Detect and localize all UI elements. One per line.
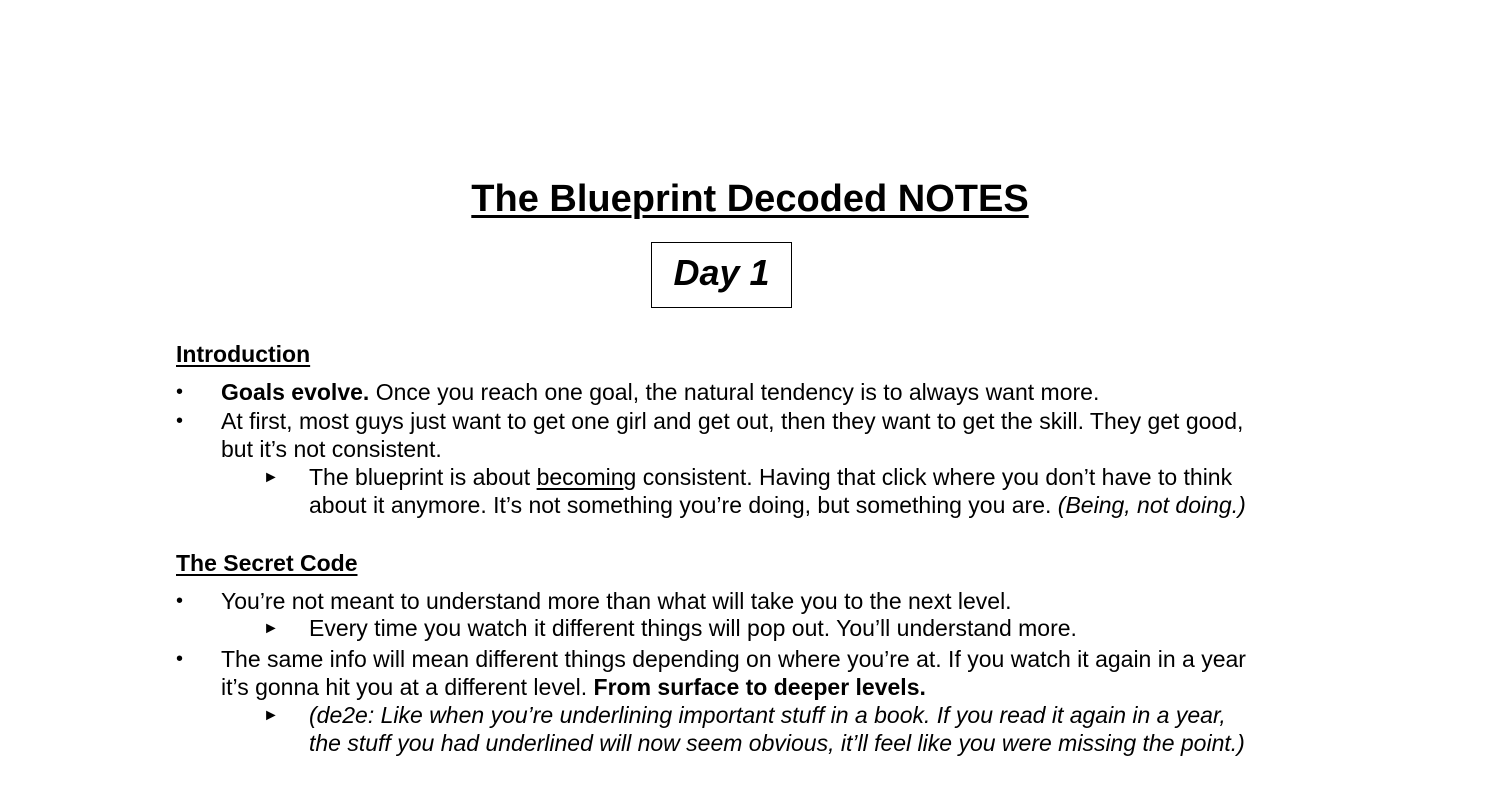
intro-subitem-italic: (Being, not doing.): [1057, 492, 1246, 518]
intro-item-goals-evolve: [221, 378, 1099, 406]
bullet-icon: •: [176, 590, 184, 612]
secret-item-not-meant: You’re not meant to understand more than what will take you to the next level.: [221, 588, 1012, 614]
document-title: The Blueprint Decoded NOTES: [471, 178, 1029, 220]
secret-subitem-de2e-line2: the stuff you had underlined will now seem obvious, it’ll feel like you were missing the point.): [309, 730, 1245, 756]
secret-item-same-info-line2: [221, 673, 926, 701]
intro-item-first-line2: but it’s not consistent.: [221, 436, 442, 462]
intro-item-goals-evolve-text: Once you reach one goal, the natural tendency is to always want more.: [369, 379, 1100, 405]
day-label: Day 1: [673, 252, 770, 293]
secret-item-bold: From surface to deeper levels.: [593, 674, 926, 700]
intro-subitem-blueprint-line2: [309, 491, 1246, 519]
section-heading-secret-code: The Secret Code: [176, 550, 358, 576]
intro-item-goals-evolve-bold: Goals evolve.: [221, 379, 370, 405]
secret-subitem-de2e-line1: (de2e: Like when you’re underlining important stuff in a book. If you read it again in a year,: [309, 702, 1226, 728]
intro-subitem-text: consistent. Having that click where you don’t have to think: [636, 464, 1233, 490]
intro-subitem-blueprint-line1: [309, 463, 1232, 491]
bullet-icon: •: [176, 381, 184, 403]
section-heading-introduction: Introduction: [176, 341, 311, 367]
arrow-bullet-icon: ►: [263, 707, 279, 724]
intro-subitem-text: about it anymore. It’s not something you’re doing, but something you are.: [309, 492, 1058, 518]
intro-subitem-underlined: becoming: [536, 464, 637, 490]
intro-item-first-line1: At first, most guys just want to get one girl and get out, then they want to get the skill. They get good,: [221, 408, 1244, 434]
arrow-bullet-icon: ►: [263, 469, 279, 486]
bullet-icon: •: [176, 648, 184, 670]
secret-item-text: it’s gonna hit you at a different level.: [221, 674, 594, 700]
secret-item-same-info-line1: The same info will mean different things depending on where you’re at. If you watch it again in a year: [221, 646, 1246, 672]
secret-subitem-every-time: Every time you watch it different things will pop out. You’ll understand more.: [309, 615, 1077, 641]
day-label-box: [651, 242, 792, 308]
bullet-icon: •: [176, 410, 184, 432]
arrow-bullet-icon: ►: [263, 620, 279, 637]
intro-subitem-text: The blueprint is about: [309, 464, 537, 490]
